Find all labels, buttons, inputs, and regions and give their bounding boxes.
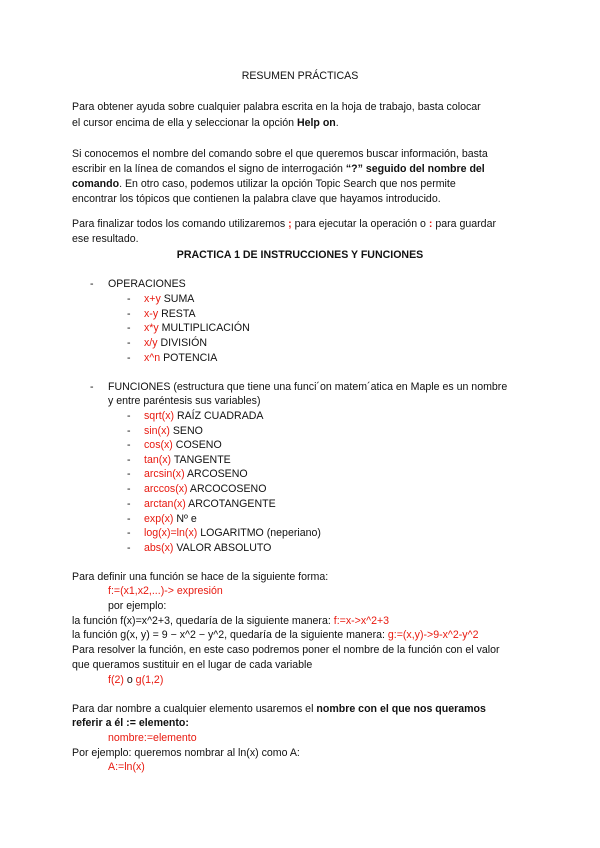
function-code: abs(x) [144, 542, 174, 554]
operation-code: x^n [144, 352, 161, 364]
resolve-line-2: que queramos sustituir en el lugar de cada variable [72, 659, 313, 671]
document-title: RESUMEN PRÁCTICAS [241, 70, 359, 82]
operation-desc: POTENCIA [160, 352, 218, 364]
intro-finalize-line-1 [72, 217, 496, 231]
text-span: Para dar nombre a cualquier elemento usaremos el [72, 703, 317, 715]
function-code: cos(x) [144, 439, 173, 451]
naming-code: A:=ln(x) [108, 761, 145, 773]
call-f-code: f(2) [108, 674, 124, 686]
function-code: sqrt(x) [144, 410, 175, 422]
intro-command-line-1: Si conocemos el nombre del comando sobre el que queremos buscar información, basta [72, 148, 488, 160]
operation-item [144, 307, 196, 321]
funciones-line-1: FUNCIONES (estructura que tiene una funci´on matem´atica en Maple es un nombre [108, 381, 508, 393]
bullet-dash: - [127, 293, 131, 305]
comando-bold: comando [72, 178, 120, 190]
function-desc: TANGENTE [171, 454, 231, 466]
bullet-dash: - [127, 498, 131, 510]
text-span: el cursor encima de ella y seleccionar la opción [72, 117, 297, 129]
bullet-dash: - [127, 322, 131, 334]
bullet-dash: - [127, 513, 131, 525]
function-code: exp(x) [144, 513, 174, 525]
function-item [144, 409, 263, 423]
intro-command-line-3 [72, 177, 456, 191]
bullet-dash: - [127, 439, 131, 451]
function-code: arcsin(x) [144, 468, 185, 480]
semicolon-symbol: ; [288, 218, 292, 230]
operation-code: x/y [144, 337, 158, 349]
operation-code: x*y [144, 322, 159, 334]
function-code: arctan(x) [144, 498, 186, 510]
function-item [144, 497, 276, 511]
question-mark-bold: “?” seguido del nombre del [345, 163, 485, 175]
define-function-intro: Para definir una función se hace de la siguiente forma: [72, 571, 329, 583]
example-f-line [72, 614, 389, 628]
operation-desc: SUMA [160, 293, 195, 305]
function-item [144, 482, 266, 496]
example-g-code: g:=(x,y)->9-x^2-y^2 [387, 629, 479, 641]
example-f-code: f:=x->x^2+3 [333, 615, 390, 627]
bullet-dash: - [90, 278, 94, 290]
function-item [144, 526, 321, 540]
text-span: la función f(x)=x^2+3, quedaría de la siguiente manera: [72, 615, 334, 627]
intro-command-line-4: encontrar los tópicos que contienen la palabra clave que hayamos introducido. [72, 193, 441, 205]
operation-desc: DIVISIÓN [157, 337, 207, 349]
bullet-dash: - [90, 381, 94, 393]
operation-item [144, 321, 250, 335]
function-code: sin(x) [144, 425, 170, 437]
bullet-dash: - [127, 454, 131, 466]
function-item [144, 512, 197, 526]
operaciones-title: OPERACIONES [108, 278, 186, 290]
help-on-keyword: Help on [296, 117, 336, 129]
operation-code: x+y [144, 293, 161, 305]
example-g-line [72, 628, 478, 642]
define-function-syntax: f:=(x1,x2,...)-> expresión [108, 585, 223, 597]
function-desc: ARCOSENO [184, 468, 248, 480]
naming-line-1 [72, 702, 486, 716]
resolve-line-1: Para resolver la función, en este caso podremos poner el nombre de la función con el valor [72, 644, 500, 656]
practice-heading: PRACTICA 1 DE INSTRUCCIONES Y FUNCIONES [176, 249, 424, 261]
text-span: Para finalizar todos los comando utilizaremos [72, 218, 289, 230]
bullet-dash: - [127, 425, 131, 437]
naming-syntax: nombre:=elemento [108, 732, 197, 744]
bullet-dash: - [127, 542, 131, 554]
funciones-line-2: y entre paréntesis sus variables) [108, 395, 261, 407]
function-desc: Nº e [173, 513, 197, 525]
text-span: escribir en la línea de comandos el signo de interrogación [72, 163, 346, 175]
operation-item [144, 351, 217, 365]
function-code: log(x)=ln(x) [144, 527, 198, 539]
text-span: la función g(x, y) = 9 − x^2 − y^2, quedaría de la siguiente manera: [72, 629, 388, 641]
function-item [144, 541, 271, 555]
function-item [144, 438, 222, 452]
bullet-dash: - [127, 308, 131, 320]
colon-symbol: : [428, 218, 433, 230]
function-item [144, 467, 248, 481]
bullet-dash: - [127, 352, 131, 364]
function-desc: ARCOCOSENO [187, 483, 267, 495]
naming-example: Por ejemplo: queremos nombrar al ln(x) como A: [72, 747, 300, 759]
function-code: arccos(x) [144, 483, 188, 495]
intro-command-line-2 [72, 162, 485, 176]
operation-code: x-y [144, 308, 159, 320]
text-span: para guardar [432, 218, 496, 230]
naming-line-2: referir a él := elemento: [72, 717, 189, 729]
bullet-dash: - [127, 468, 131, 480]
intro-finalize-line-2: ese resultado. [72, 233, 139, 245]
call-g-code: g(1,2) [135, 674, 164, 686]
operation-desc: MULTIPLICACIÓN [158, 322, 250, 334]
function-item [144, 424, 203, 438]
text-span: para ejecutar la operación o [291, 218, 429, 230]
example-label: por ejemplo: [108, 600, 167, 612]
operation-desc: RESTA [158, 308, 196, 320]
call-example-line [108, 673, 163, 687]
function-desc: ARCOTANGENTE [185, 498, 276, 510]
intro-help-line-1: Para obtener ayuda sobre cualquier palabra escrita en la hoja de trabajo, basta colocar [72, 101, 481, 113]
naming-bold: nombre con el que nos queramos [316, 703, 486, 715]
operation-item [144, 336, 207, 350]
bullet-dash: - [127, 410, 131, 422]
bullet-dash: - [127, 527, 131, 539]
intro-help-line-2 [72, 116, 339, 130]
function-desc: LOGARITMO (neperiano) [197, 527, 321, 539]
function-desc: VALOR ABSOLUTO [173, 542, 272, 554]
function-desc: COSENO [172, 439, 222, 451]
bullet-dash: - [127, 337, 131, 349]
function-item [144, 453, 231, 467]
text-span: . En otro caso, podemos utilizar la opción Topic Search que nos permite [119, 178, 456, 190]
bullet-dash: - [127, 483, 131, 495]
function-desc: SENO [169, 425, 203, 437]
operation-item [144, 292, 194, 306]
text-span: o [123, 674, 136, 686]
function-code: tan(x) [144, 454, 172, 466]
function-desc: RAÍZ CUADRADA [174, 410, 264, 422]
text-span: . [335, 117, 339, 129]
